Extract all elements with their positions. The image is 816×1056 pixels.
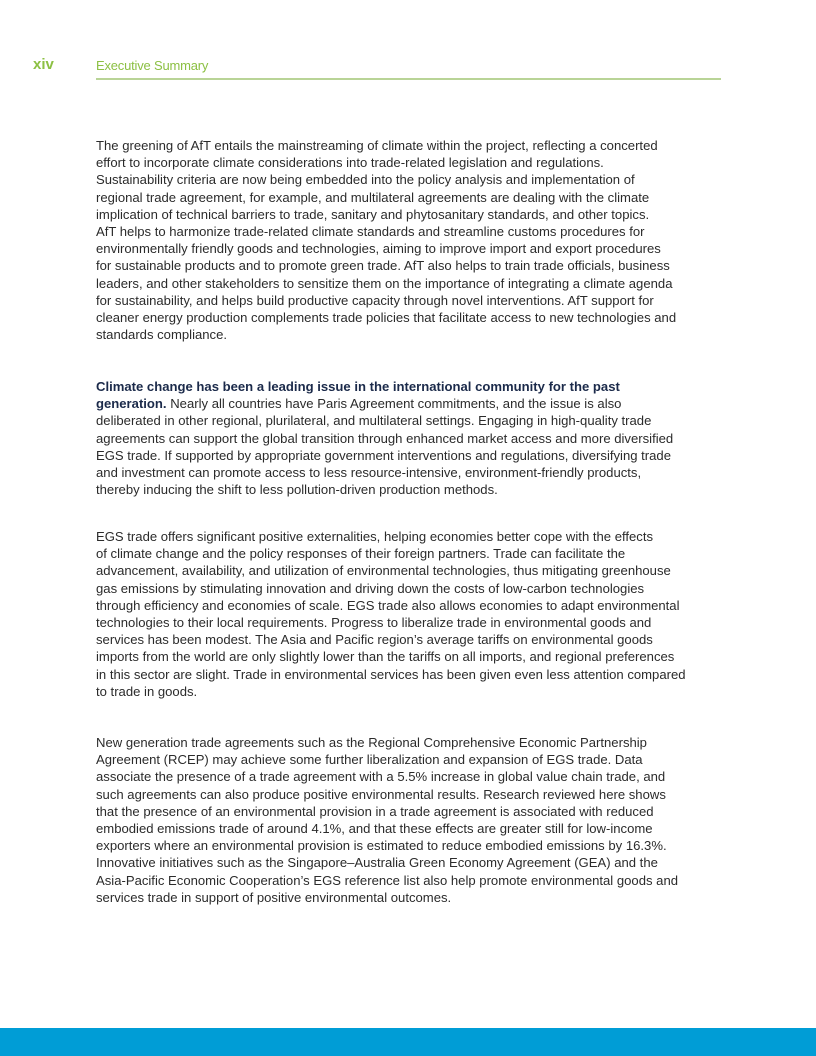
paragraph-line: gas emissions by stimulating innovation and driving down the costs of low-carbon technologies	[96, 580, 645, 596]
paragraph-line: for sustainability, and helps build productive capacity through novel interventions. AfT support for	[96, 292, 654, 308]
paragraph-climate-change	[96, 378, 736, 498]
paragraph-line: Sustainability criteria are now being embedded into the policy analysis and implementation of	[96, 172, 635, 188]
paragraph-line: EGS trade. If supported by appropriate government interventions and regulations, diversifying trade	[96, 447, 671, 463]
paragraph-line: deliberated in other regional, plurilateral, and multilateral settings. Engaging in high-quality trade	[96, 413, 652, 429]
paragraph-line: services has been modest. The Asia and Pacific region’s average tariffs on environmental goods	[96, 632, 653, 648]
paragraph-line: thereby inducing the shift to less pollution-driven production methods.	[96, 482, 498, 498]
paragraph-new-agreements	[96, 734, 736, 906]
paragraph-line: EGS trade offers significant positive externalities, helping economies better cope with the effects	[96, 529, 654, 544]
paragraph-line	[96, 395, 736, 412]
paragraph-line: technologies to their local requirements. Progress to liberalize trade in environmental goods and	[96, 615, 652, 631]
lead-sentence-end: generation.	[96, 396, 167, 412]
paragraph-line: associate the presence of a trade agreement with a 5.5% increase in global value chain trade, and	[96, 769, 666, 785]
paragraph-line: in this sector are slight. Trade in environmental services has been given even less attention compared	[96, 666, 686, 682]
page-number: xiv	[33, 56, 54, 73]
paragraph-line: effort to incorporate climate considerations into trade-related legislation and regulations.	[96, 155, 604, 171]
paragraph-line: of climate change and the policy responses of their foreign partners. Trade can facilitate the	[96, 546, 626, 562]
paragraph-line: to trade in goods.	[96, 683, 198, 699]
paragraph-line: regional trade agreement, for example, and multilateral agreements are dealing with the climate	[96, 189, 650, 205]
paragraph-line: standards compliance.	[96, 327, 228, 343]
paragraph-aft-greening	[96, 137, 736, 343]
paragraph-egs-trade	[96, 528, 736, 700]
paragraph-line: Innovative initiatives such as the Singapore–Australia Green Economy Agreement (GEA) and the	[96, 855, 658, 871]
paragraph-line: and investment can promote access to less resource-intensive, environment-friendly products,	[96, 465, 642, 481]
paragraph-line: for sustainable products and to promote green trade. AfT also helps to train trade officials, business	[96, 258, 670, 274]
paragraph-line: Agreement (RCEP) may achieve some further liberalization and expansion of EGS trade. Data	[96, 752, 643, 768]
paragraph-line: through efficiency and economies of scale. EGS trade also allows economies to adapt environmental	[96, 597, 680, 613]
paragraph-line: that the presence of an environmental provision in a trade agreement is associated with reduced	[96, 803, 654, 819]
paragraph-line: services trade in support of positive environmental outcomes.	[96, 889, 452, 905]
paragraph-line: such agreements can also produce positive environmental results. Research reviewed here shows	[96, 786, 666, 802]
paragraph-line: Asia-Pacific Economic Cooperation’s EGS reference list also help promote environmental goods and	[96, 872, 679, 888]
paragraph-line: AfT helps to harmonize trade-related climate standards and streamline customs procedures for	[96, 224, 645, 240]
paragraph-line: environmentally friendly goods and technologies, aiming to improve import and export procedures	[96, 241, 661, 257]
paragraph-line: advancement, availability, and utilization of environmental technologies, thus mitigating greenhouse	[96, 563, 671, 579]
paragraph-line: The greening of AfT entails the mainstreaming of climate within the project, reflecting a concerted	[96, 138, 658, 153]
paragraph-line	[96, 378, 736, 395]
lead-sentence: Climate change has been a leading issue in the international community for the past	[96, 379, 620, 394]
paragraph-line: exporters where an environmental provision is estimated to reduce embodied emissions by 16.3%.	[96, 838, 667, 854]
line-text: Nearly all countries have Paris Agreement commitments, and the issue is also	[166, 396, 622, 412]
paragraph-line: cleaner energy production complements trade policies that facilitate access to new technologies and	[96, 310, 677, 326]
paragraph-line: implication of technical barriers to trade, sanitary and phytosanitary standards, and other topics.	[96, 206, 650, 222]
header-rule	[96, 78, 721, 80]
paragraph-line: New generation trade agreements such as the Regional Comprehensive Economic Partnership	[96, 735, 647, 750]
section-title: Executive Summary	[96, 58, 209, 73]
footer-band	[0, 1028, 816, 1056]
paragraph-line: imports from the world are only slightly lower than the tariffs on all imports, and regional preferences	[96, 649, 675, 665]
paragraph-line: embodied emissions trade of around 4.1%, and that these effects are greater still for low-income	[96, 821, 653, 837]
paragraph-line: leaders, and other stakeholders to sensitize them on the importance of integrating a climate agenda	[96, 275, 673, 291]
paragraph-line: agreements can support the global transition through enhanced market access and more diversified	[96, 430, 674, 446]
